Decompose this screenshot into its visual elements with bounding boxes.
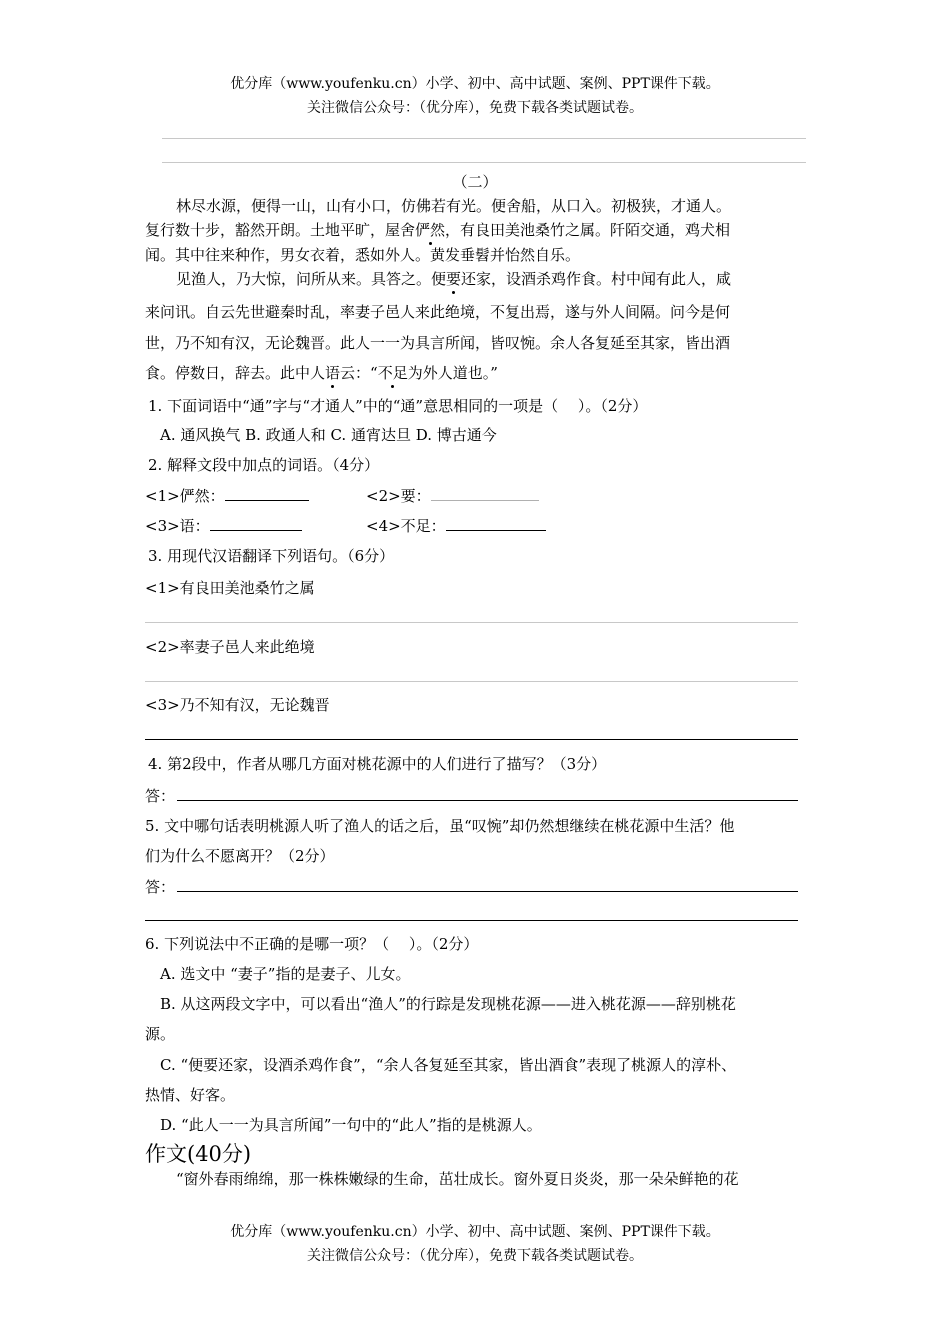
answer-line[interactable] xyxy=(145,739,798,740)
answer-line[interactable] xyxy=(145,681,798,682)
answer-blank[interactable] xyxy=(225,486,309,501)
answer-blank[interactable] xyxy=(431,486,539,501)
question-6-option-c-cont: 热情、好客。 xyxy=(145,1086,236,1104)
question-2-item-3: <3>语： xyxy=(145,515,302,536)
question-3-item-2: <2>率妻子邑人来此绝境 xyxy=(145,638,315,656)
header-divider-1 xyxy=(162,138,806,139)
question-3-item-1: <1>有良田美池桑竹之属 xyxy=(145,579,315,597)
answer-line[interactable] xyxy=(177,891,798,892)
header-divider-2 xyxy=(162,162,806,163)
question-2-item-4: <4>不足： xyxy=(366,515,546,536)
header-line-1: 优分库（www.youfenku.cn）小学、初中、高中试题、案例、PPT课件下载。 xyxy=(230,76,720,92)
question-1: 1. 下面词语中“通”字与“才通人”中的“通”意思相同的一项是（ ）。（2分） xyxy=(148,397,648,415)
answer-blank[interactable] xyxy=(210,516,302,531)
question-1-options: A. 通风换气 B. 政通人和 C. 通宵达旦 D. 博古通今 xyxy=(160,426,497,444)
answer-label: 答： xyxy=(145,878,176,896)
passage-line: 林尽水源，便得一山，山有小口，仿佛若有光。便舍船，从口入。初极狭，才通人。 xyxy=(176,197,732,215)
question-6-option-a: A. 选文中 “妻子”指的是妻子、儿女。 xyxy=(160,965,411,983)
question-3: 3. 用现代汉语翻译下列语句。（6分） xyxy=(148,547,395,565)
passage-line: 世，乃不知有汉，无论魏晋。此人一一为具言所闻，皆叹惋。余人各复延至其家，皆出酒 xyxy=(145,334,731,352)
answer-label: 答： xyxy=(145,787,176,805)
answer-line[interactable] xyxy=(145,920,798,921)
passage-line: 复行数十步，豁然开朗。土地平旷，屋舍俨然，有良田美池桑竹之属。阡陌交通，鸡犬相 xyxy=(145,221,731,239)
question-2-item-1: <1>俨然： xyxy=(145,485,309,506)
question-6-option-c: C. “便要还家，设酒杀鸡作食”，“余人各复延至其家，皆出酒食”表现了桃源人的淳朴、 xyxy=(160,1056,737,1074)
question-5-cont: 们为什么不愿离开？（2分） xyxy=(145,847,335,865)
essay-intro: “窗外春雨绵绵，那一株株嫩绿的生命，茁壮成长。窗外夏日炎炎，那一朵朵鲜艳的花 xyxy=(176,1170,739,1188)
answer-line[interactable] xyxy=(177,800,798,801)
passage-line: 闻。其中往来种作，男女衣着，悉如外人。黄发垂髫并怡然自乐。 xyxy=(145,246,581,264)
question-4: 4. 第2段中，作者从哪几方面对桃花源中的人们进行了描写？（3分） xyxy=(148,755,607,773)
passage-line: 见渔人，乃大惊，问所从来。具答之。便要还家，设酒杀鸡作食。村中闻有此人，咸 xyxy=(176,270,732,288)
emphasis-word: 不足 xyxy=(377,364,408,382)
section-title: （二） xyxy=(452,173,498,191)
question-6: 6. 下列说法中不正确的是哪一项？（ ）。（2分） xyxy=(145,935,479,953)
header-line-2: 关注微信公众号：（优分库），免费下载各类试题试卷。 xyxy=(307,100,643,116)
question-5: 5. 文中哪句话表明桃源人听了渔人的话之后，虽“叹惋”却仍然想继续在桃花源中生活？他 xyxy=(145,817,735,835)
question-3-item-3: <3>乃不知有汉，无论魏晋 xyxy=(145,696,330,714)
question-6-option-b-cont: 源。 xyxy=(145,1025,176,1043)
footer-line-1: 优分库（www.youfenku.cn）小学、初中、高中试题、案例、PPT课件下载。 xyxy=(230,1224,720,1240)
emphasis-word: 俨然 xyxy=(415,221,446,239)
answer-blank[interactable] xyxy=(446,516,546,531)
essay-title: 作文(40分) xyxy=(145,1142,252,1166)
answer-line[interactable] xyxy=(145,622,798,623)
question-6-option-b: B. 从这两段文字中，可以看出“渔人”的行踪是发现桃花源——进入桃花源——辞别桃花 xyxy=(160,995,736,1013)
question-2: 2. 解释文段中加点的词语。（4分） xyxy=(148,456,380,474)
passage-line: 食。停数日，辞去。此中人语云：“不足为外人道也。” xyxy=(145,364,498,382)
footer-line-2: 关注微信公众号：（优分库），免费下载各类试题试卷。 xyxy=(307,1248,643,1264)
passage-line: 来问讯。自云先世避秦时乱，率妻子邑人来此绝境，不复出焉，遂与外人间隔。问今是何 xyxy=(145,303,731,321)
emphasis-word: 语 xyxy=(325,364,341,382)
question-6-option-d: D. “此人一一为具言所闻”一句中的“此人”指的是桃源人。 xyxy=(160,1116,542,1134)
question-2-item-2: <2>要： xyxy=(366,485,539,506)
emphasis-word: 要 xyxy=(446,270,462,288)
